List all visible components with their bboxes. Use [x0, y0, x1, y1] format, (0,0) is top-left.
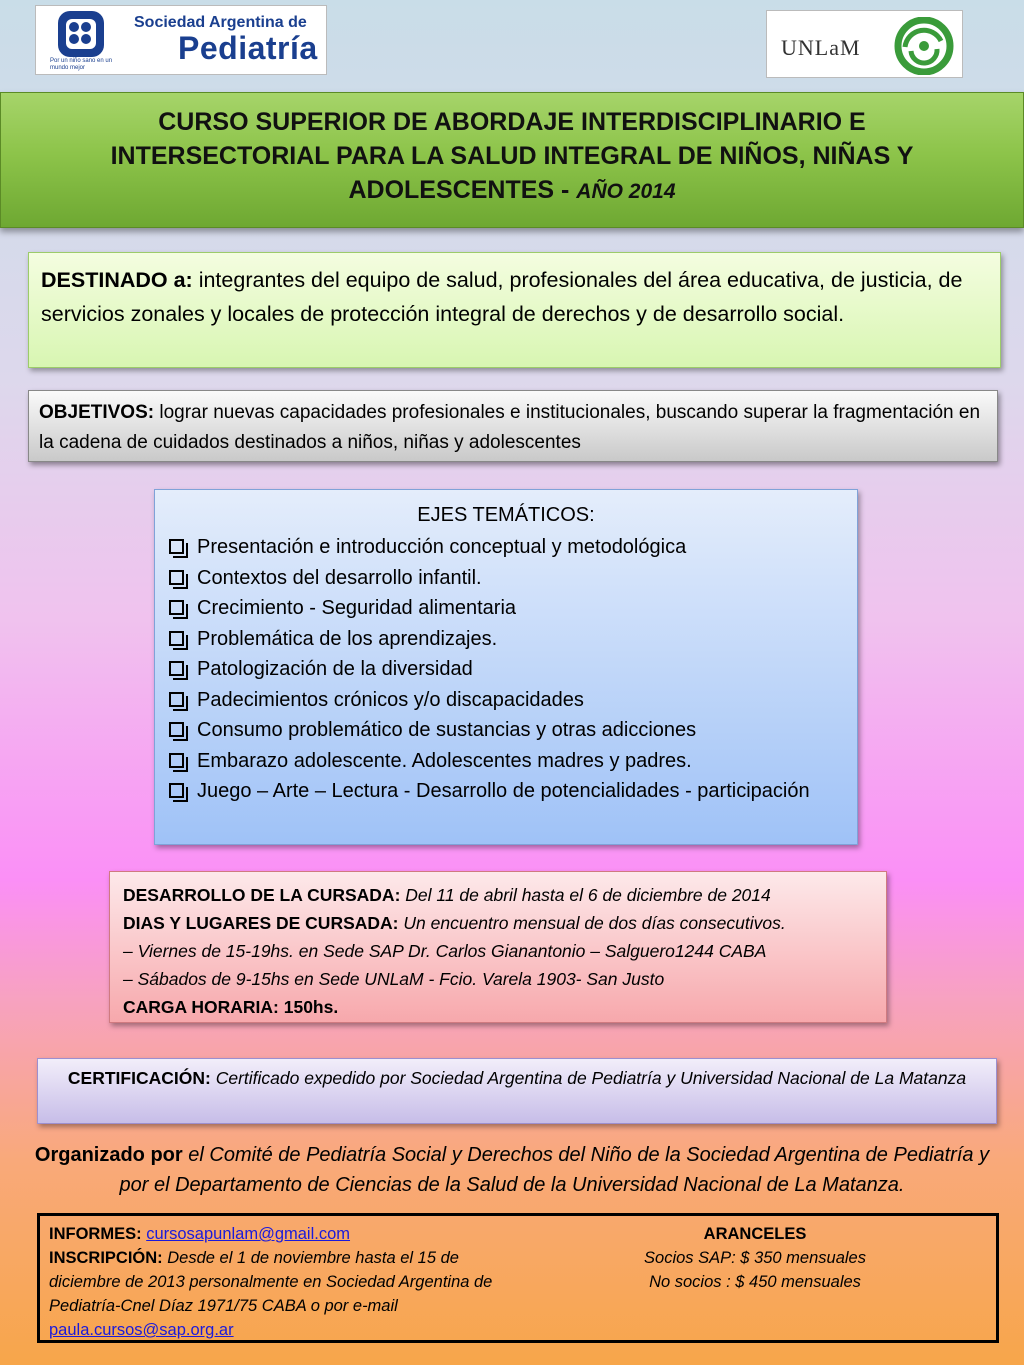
list-item-text: Crecimiento - Seguridad alimentaria	[197, 597, 517, 619]
list-item-text: Padecimientos crónicos y/o discapacidades	[197, 688, 584, 711]
inscripcion-text: Desde el 1 de noviembre hasta el 15 de diciembre de 2013 personalmente en Sociedad Argentina de Pediatría-Cnel Díaz 1971/75 CABA o por e-mail	[49, 1249, 493, 1315]
title-line3	[1, 173, 1023, 209]
checkbox-bullet-icon	[169, 570, 184, 585]
destinado-label: DESTINADO a:	[41, 268, 193, 292]
list-item	[165, 746, 847, 777]
sabados-line: – Sábados de 9-15hs en Sede UNLaM - Fcio. Varela 1903- San Justo	[123, 969, 665, 989]
list-item	[165, 593, 847, 624]
checkbox-bullet-icon	[169, 783, 184, 798]
list-item	[165, 776, 847, 807]
viernes-line: – Viernes de 15-19hs. en Sede SAP Dr. Carlos Gianantonio – Salguero1244 CABA	[123, 941, 767, 961]
desarrollo-line	[123, 881, 873, 909]
aranceles-no-socios: No socios : $ 450 mensuales	[649, 1273, 861, 1291]
organizado-text	[20, 1140, 1004, 1200]
list-item-text: Juego – Arte – Lectura - Desarrollo de potencialidades - participación	[197, 780, 810, 802]
list-item	[165, 624, 847, 655]
carga-horaria: CARGA HORARIA: 150hs.	[123, 997, 339, 1017]
dias-line	[123, 909, 873, 937]
checkbox-bullet-icon	[169, 753, 184, 768]
checkbox-bullet-icon	[169, 661, 184, 676]
checkbox-bullet-icon	[169, 600, 184, 615]
list-item	[165, 685, 847, 716]
list-item-text: Problemática de los aprendizajes.	[197, 627, 498, 650]
informes-email-link[interactable]: cursosapunlam@gmail.com	[146, 1225, 351, 1243]
objetivos-text: lograr nuevas capacidades profesionales e institucionales, buscando superar la fragmentación en la cadena de cuidados destinados a niños, niñas y adolescentes	[39, 402, 981, 453]
inscripcion-email-link[interactable]: paula.cursos@sap.org.ar	[49, 1321, 234, 1339]
list-item-text: Patologización de la diversidad	[197, 658, 473, 680]
title-banner	[0, 92, 1024, 228]
objetivos-label: OBJETIVOS:	[39, 402, 155, 423]
sap-name-line1: Sociedad Argentina de	[134, 14, 307, 31]
aranceles-socios: Socios SAP: $ 350 mensuales	[644, 1249, 866, 1267]
title-year: AÑO 2014	[576, 180, 676, 203]
list-item-text: Contextos del desarrollo infantil.	[197, 566, 482, 589]
list-item	[165, 654, 847, 685]
unlam-logo	[766, 10, 963, 78]
certificacion-box	[37, 1058, 997, 1124]
desarrollo-text: Del 11 de abril hasta el 6 de diciembre de 2014	[405, 885, 771, 905]
info-box	[37, 1213, 999, 1343]
list-item	[165, 715, 847, 746]
aranceles-title: ARANCELES	[703, 1225, 807, 1243]
ejes-box	[154, 489, 858, 845]
inscripcion-block	[49, 1246, 529, 1318]
unlam-swirl-icon	[893, 17, 955, 75]
unlam-logo-text: UNLaM	[781, 35, 861, 60]
sap-name-line2: Pediatría	[178, 30, 318, 66]
title-line1: CURSO SUPERIOR DE ABORDAJE INTERDISCIPLINARIO E	[158, 108, 866, 136]
inscripcion-email-line	[49, 1318, 529, 1342]
certificacion-label: CERTIFICACIÓN:	[67, 1068, 211, 1088]
organizado-body: el Comité de Pediatría Social y Derechos del Niño de la Sociedad Argentina de Pediatría y por el Departamento de Ciencias de la Salud de la Universidad Nacional de La Matanza.	[119, 1144, 990, 1196]
title-line2: INTERSECTORIAL PARA LA SALUD INTEGRAL DE NIÑOS, NIÑAS Y	[110, 142, 914, 170]
sap-emblem-icon	[58, 11, 104, 57]
destinado-text: integrantes del equipo de salud, profesionales del área educativa, de justicia, de servicios zonales y locales de protección integral de derechos y de desarrollo social.	[41, 268, 963, 326]
title-line3-text: ADOLESCENTES -	[348, 176, 570, 204]
informes-section	[49, 1222, 529, 1342]
sap-logo	[35, 5, 327, 75]
ejes-title: EJES TEMÁTICOS:	[417, 504, 595, 526]
checkbox-bullet-icon	[169, 631, 184, 646]
destinado-box	[28, 252, 1001, 368]
sap-tagline: Por un niño sano en un mundo mejor	[50, 58, 113, 71]
list-item-text: Embarazo adolescente. Adolescentes madres y padres.	[197, 749, 692, 772]
certificacion-text: Certificado expedido por Sociedad Argentina de Pediatría y Universidad Nacional de La Matanza	[215, 1068, 967, 1088]
list-item-text: Presentación e introducción conceptual y metodológica	[197, 536, 687, 558]
informes-label: INFORMES:	[49, 1225, 142, 1243]
organizado-label: Organizado por	[34, 1144, 183, 1166]
inscripcion-label: INSCRIPCIÓN:	[49, 1249, 163, 1267]
dias-text: Un encuentro mensual de dos días consecutivos.	[403, 913, 786, 933]
list-item-text: Consumo problemático de sustancias y otras adicciones	[197, 719, 697, 741]
ejes-list	[165, 532, 847, 807]
objetivos-box	[28, 390, 998, 462]
dias-label: DIAS Y LUGARES DE CURSADA:	[123, 913, 399, 933]
checkbox-bullet-icon	[169, 692, 184, 707]
list-item	[165, 563, 847, 594]
checkbox-bullet-icon	[169, 722, 184, 737]
aranceles-section	[615, 1222, 895, 1294]
cursada-box	[109, 871, 887, 1023]
checkbox-bullet-icon	[169, 539, 184, 554]
list-item	[165, 532, 847, 563]
informes-line	[49, 1222, 529, 1246]
desarrollo-label: DESARROLLO DE LA CURSADA:	[123, 885, 401, 905]
